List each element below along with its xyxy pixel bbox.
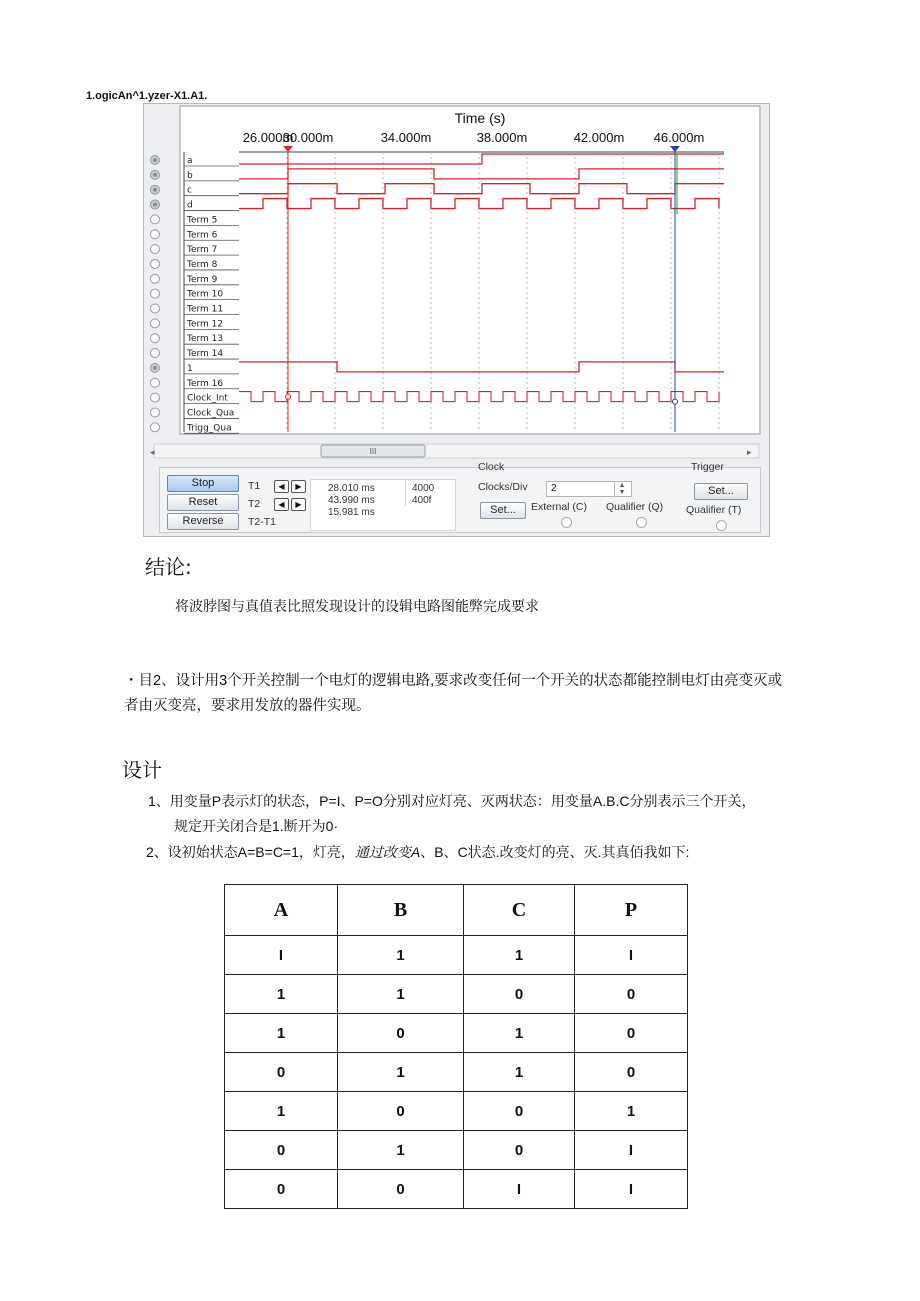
- clock-group-label: Clock: [478, 461, 505, 473]
- channel-label: Clock_Qua: [187, 408, 235, 419]
- cursor-readout: [310, 479, 456, 531]
- step2-text-part2: 、B、C状态.改变灯的亮、灭.其真佰我如下:: [420, 844, 690, 860]
- channel-label: Term 7: [187, 245, 218, 256]
- table-cell: 1: [338, 936, 464, 975]
- table-row: [225, 1170, 688, 1209]
- channel-radio-icon: [151, 334, 160, 343]
- table-cell: 0: [464, 975, 575, 1014]
- channel-label: Term 5: [187, 215, 218, 226]
- diff-time-value: 15.981 ms: [328, 507, 375, 518]
- cursor-t1-sample-icon: [286, 394, 291, 399]
- table-cell: 1: [464, 1053, 575, 1092]
- table-cell: 1: [338, 1131, 464, 1170]
- channel-radios: [151, 156, 160, 432]
- table-row: [225, 936, 688, 975]
- task2-text-line1: ・目2、设计用3个开关控制一个电灯的逻辑电路,要求改变任何一个开关的状态都能控制电灯由亮变灭或: [124, 673, 783, 689]
- scroll-thumb-grip: III: [369, 447, 377, 456]
- t2-left-arrow-icon[interactable]: ◀: [274, 498, 289, 511]
- table-cell: 0: [225, 1053, 338, 1092]
- table-cell: I: [575, 936, 688, 975]
- channel-radio-icon: [151, 259, 160, 268]
- design-heading: 设计: [122, 758, 162, 782]
- truth-table: [224, 884, 688, 1209]
- trace-clock-int: [239, 392, 719, 402]
- waveform-panel: [180, 106, 760, 434]
- channel-label: Term 16: [187, 378, 224, 389]
- trace-d: [239, 199, 719, 209]
- clocks-div-input[interactable]: 2: [546, 481, 632, 497]
- table-cell: 0: [464, 1092, 575, 1131]
- table-row: [225, 1053, 688, 1092]
- reverse-button[interactable]: Reverse: [167, 513, 239, 530]
- channel-label: Term 13: [187, 334, 224, 345]
- clock-qualifier-radio[interactable]: [636, 517, 647, 528]
- clocks-div-label: Clocks/Div: [478, 481, 528, 493]
- horizontal-scrollbar[interactable]: [154, 444, 759, 458]
- table-cell: 0: [464, 1131, 575, 1170]
- t1-time-value: 28.010 ms: [328, 483, 375, 494]
- channel-label: b: [187, 170, 193, 181]
- channel-label: Trigg_Qua: [187, 423, 232, 434]
- channel-radio-icon: [151, 349, 160, 358]
- t1-right-arrow-icon[interactable]: ▶: [291, 480, 306, 493]
- channel-label: Term 12: [187, 319, 224, 330]
- trigger-group-label: Trigger: [691, 461, 724, 473]
- channel-radio-icon: [151, 245, 160, 254]
- table-cell: 0: [575, 975, 688, 1014]
- channel-label: Term 6: [187, 230, 218, 241]
- external-clock-radio[interactable]: [561, 517, 572, 528]
- table-cell: 0: [225, 1131, 338, 1170]
- header-a: A: [225, 885, 338, 936]
- channel-radio-dot-icon: [153, 158, 157, 162]
- t2-hex-value: 400f: [412, 495, 432, 506]
- channel-radio-icon: [151, 393, 160, 402]
- trigger-set-button[interactable]: Set...: [694, 483, 748, 500]
- channel-radio-icon: [151, 274, 160, 283]
- table-cell: 1: [464, 1014, 575, 1053]
- table-cell: 1: [225, 1092, 338, 1131]
- channel-label: Term 10: [187, 289, 224, 300]
- header-c: C: [464, 885, 575, 936]
- t1-hex-value: 4000: [412, 483, 435, 494]
- time-tick-label: 30.000m: [282, 130, 334, 145]
- table-cell: 1: [225, 1014, 338, 1053]
- t2-time-value: 43.990 ms: [328, 495, 375, 506]
- channel-radio-dot-icon: [153, 366, 157, 370]
- time-tick-label: 42.000m: [573, 130, 625, 145]
- t1-label: T1: [248, 480, 261, 492]
- table-cell: 0: [338, 1014, 464, 1053]
- table-cell: 0: [338, 1092, 464, 1131]
- channel-label: Term 11: [187, 304, 224, 315]
- channel-radio-icon: [151, 304, 160, 313]
- table-cell: 0: [575, 1053, 688, 1092]
- clocks-div-spinner-icon[interactable]: ▲ ▼: [614, 482, 629, 496]
- trigger-qualifier-radio[interactable]: [716, 520, 727, 531]
- time-tick-label: 26.000m: [242, 130, 294, 145]
- clock-qualifier-label: Qualifier (Q): [606, 501, 664, 513]
- step2-text: [146, 842, 689, 862]
- clock-set-button[interactable]: Set...: [480, 502, 526, 519]
- step1-text-line1: 1、用变量P表示灯的状态，P=I、P=O分别对应灯亮、灭两状态：用变量A.B.C分别表示三个开关，: [148, 793, 756, 809]
- table-cell: 1: [338, 975, 464, 1014]
- channel-label: Clock_Int: [187, 393, 228, 404]
- table-row: [225, 1131, 688, 1170]
- channel-radio-icon: [151, 289, 160, 298]
- t2-t1-label: T2-T1: [248, 516, 277, 528]
- step2-text-part1: 2、设初始状态A=B=C=1，灯亮，: [146, 844, 355, 860]
- channel-radio-icon: [151, 408, 160, 417]
- table-row: [225, 975, 688, 1014]
- channel-radio-icon: [151, 378, 160, 387]
- reset-button[interactable]: Reset: [167, 494, 239, 511]
- step1-text-line2: 规定开关闭合是1.断开为0·: [174, 818, 339, 834]
- table-cell: I: [575, 1170, 688, 1209]
- time-tick-label: 46.000m: [653, 130, 705, 145]
- conclusion-heading: 结论:: [145, 555, 192, 579]
- channel-label: Term 9: [187, 274, 218, 285]
- scroll-left-icon[interactable]: ◂: [150, 447, 155, 457]
- cursor-t2-sample-icon: [673, 399, 678, 404]
- channel-label: d: [187, 200, 193, 211]
- channel-radio-dot-icon: [153, 173, 157, 177]
- time-axis-title: Time (s): [454, 110, 506, 126]
- channel-label: 1: [187, 363, 193, 374]
- table-cell: 1: [464, 936, 575, 975]
- table-cell: 1: [225, 975, 338, 1014]
- channel-radio-icon: [151, 423, 160, 432]
- table-cell: I: [464, 1170, 575, 1209]
- trigger-qualifier-label: Qualifier (T): [686, 504, 742, 516]
- table-row: [225, 1092, 688, 1131]
- control-panel: [159, 461, 761, 533]
- table-cell: 0: [225, 1170, 338, 1209]
- table-cell: 1: [575, 1092, 688, 1131]
- table-cell: 0: [575, 1014, 688, 1053]
- table-cell: 1: [338, 1053, 464, 1092]
- channel-label: Term 14: [187, 349, 224, 360]
- scroll-right-icon[interactable]: ▸: [747, 447, 752, 457]
- conclusion-text: 将波脖图与真值表比照发现设计的设辑电路图能弊完成要求: [175, 598, 539, 614]
- channel-radio-icon: [151, 230, 160, 239]
- task2-text-line2: 者由灭变亮，要求用发放的器件实现。: [124, 698, 371, 714]
- header-p: P: [575, 885, 688, 936]
- time-tick-label: 38.000m: [476, 130, 528, 145]
- t1-left-arrow-icon[interactable]: ◀: [274, 480, 289, 493]
- channel-radio-icon: [151, 319, 160, 328]
- table-cell: I: [225, 936, 338, 975]
- external-clock-label: External (C): [531, 501, 588, 513]
- table-cell: 0: [338, 1170, 464, 1209]
- channel-radio-dot-icon: [153, 188, 157, 192]
- step2-text-italic: 通过改变A: [354, 844, 421, 860]
- time-tick-label: 34.000m: [380, 130, 432, 145]
- stop-button[interactable]: Stop: [167, 475, 239, 492]
- document-header: 1.ogicAn^1.yzer-X1.A1.: [86, 90, 208, 102]
- channel-radio-icon: [151, 215, 160, 224]
- logic-analyzer-window: [143, 103, 770, 537]
- t2-label: T2: [248, 498, 261, 510]
- channel-label: c: [187, 185, 192, 196]
- t2-right-arrow-icon[interactable]: ▶: [291, 498, 306, 511]
- channel-label: Term 8: [187, 259, 218, 270]
- truth-table-header-row: [225, 885, 688, 936]
- channel-radio-dot-icon: [153, 203, 157, 207]
- table-row: [225, 1014, 688, 1053]
- table-cell: I: [575, 1131, 688, 1170]
- waveform-display: [144, 104, 769, 464]
- channel-label: a: [187, 156, 193, 166]
- header-b: B: [338, 885, 464, 936]
